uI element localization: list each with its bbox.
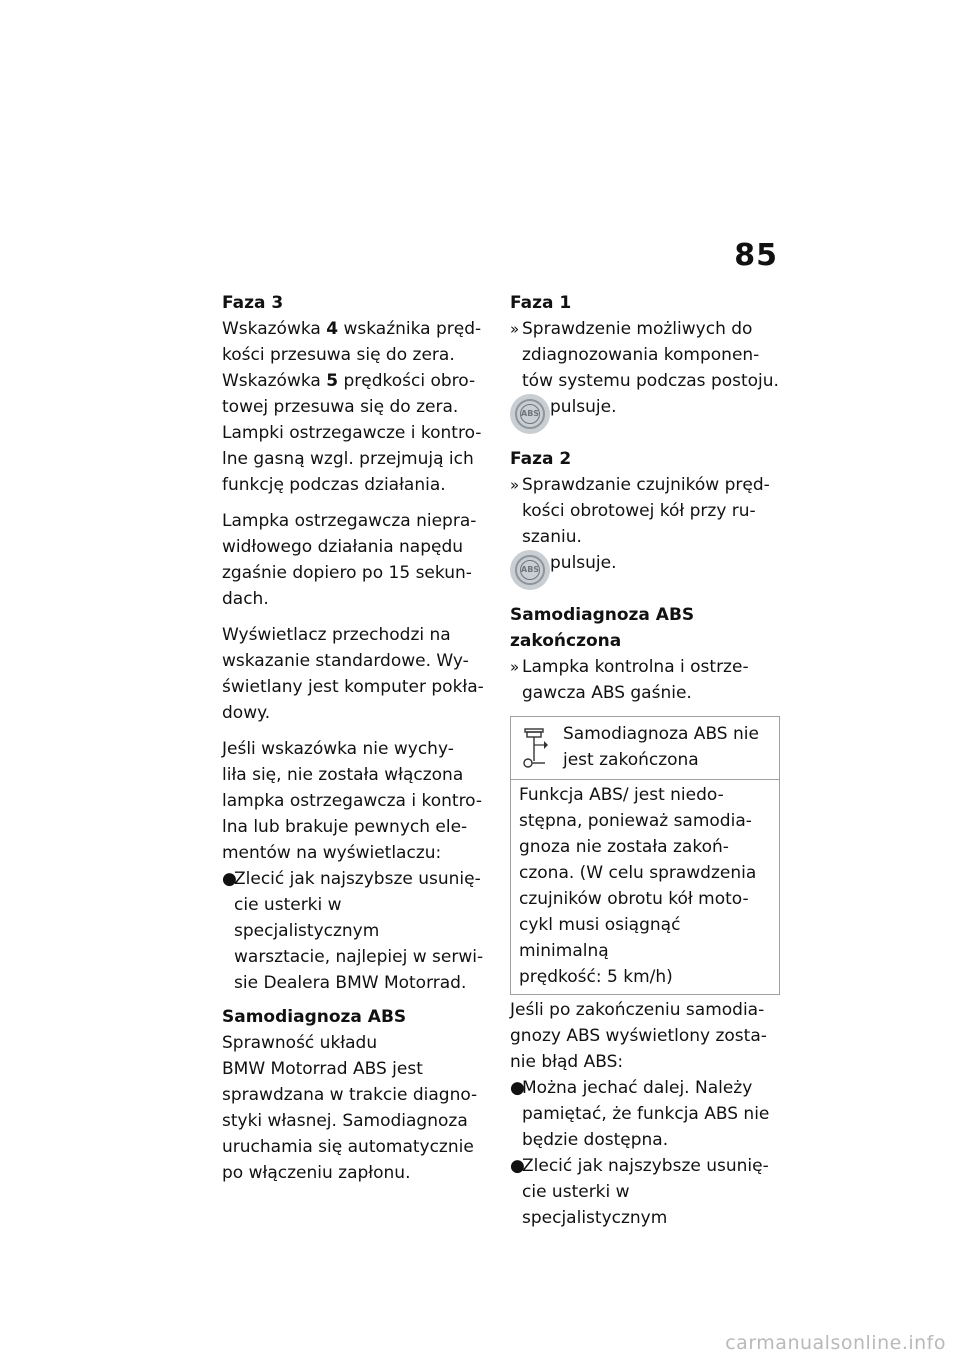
right-column xyxy=(510,290,780,1239)
step-marker-icon: » xyxy=(510,476,520,494)
phase1-heading: Faza 1 xyxy=(510,293,572,313)
phase1-pulse-text: pulsuje. xyxy=(550,397,617,417)
phase1-step: » Sprawdzenie możliwych do zdiagnozowania komponen- tów systemu podczas postoju. xyxy=(510,316,780,394)
abs-warning-light-icon: ABS xyxy=(510,550,550,590)
bullet-continue: ● Można jechać dalej. Należy pamiętać, że funkcja ABS nie będzie dostępna. xyxy=(510,1075,780,1153)
phase3-paragraph: Wskazówka 4 wskaźnika pręd- kości przesuwa się do zera. Wskazówka 5 prędkości obro- towej przesuwa się do zera. Lampki ostrzegawcze i kontro- lne gasną wzgl. przejmują ich funkcję podczas działania. xyxy=(222,319,482,495)
phase2-heading: Faza 2 xyxy=(510,449,572,469)
notice-box xyxy=(510,716,780,995)
phase3-heading: Faza 3 xyxy=(222,293,284,313)
notice-title: Samodiagnoza ABS nie jest zakończona xyxy=(563,724,759,770)
bullet-dot-icon: ● xyxy=(510,1156,525,1176)
drive-warning-paragraph: Lampka ostrzegawcza niepra- widłowego działania napędu zgaśnie dopiero po 15 sekun- dach. xyxy=(222,511,477,609)
left-column xyxy=(222,290,490,1196)
notice-header xyxy=(511,717,779,780)
phase1-icon-row xyxy=(510,394,780,434)
notice-body: Funkcja ABS/ jest niedo- stępna, ponieważ samodia- gnoza nie została zakoń- czona. (W celu sprawdzenia czujników obrotu kół moto- cykl musi osiągnąć minimalną prędkość: 5 km/h) xyxy=(519,785,757,987)
phase2-pulse-text: pulsuje. xyxy=(550,553,617,573)
display-paragraph: Wyświetlacz przechodzi na wskazanie standardowe. Wy- świetlany jest komputer pokła- dowy. xyxy=(222,625,484,723)
step-marker-icon: » xyxy=(510,320,520,338)
abs-warning-light-icon: ABS xyxy=(510,394,550,434)
page-number: 85 xyxy=(734,238,778,273)
phase2-step: » Sprawdzanie czujników pręd- kości obrotowej kół przy ru- szaniu. xyxy=(510,472,780,550)
if-not-paragraph: Jeśli wskazówka nie wychy- liła się, nie została włączona lampka ostrzegawcza i kontro- lna lub brakuje pewnych ele- mentów na wyświetlaczu: xyxy=(222,739,483,863)
bullet-repair: ● Zlecić jak najszybsze usunię- cie usterki w specjalistycznym warsztacie, najlepiej w serwi- sie Dealera BMW Motorrad. xyxy=(222,866,490,996)
gauge-notice-icon xyxy=(517,725,553,771)
bullet-repair: ● Zlecić jak najszybsze usunię- cie usterki w specjalistycznym xyxy=(510,1153,780,1231)
after-notice-paragraph: Jeśli po zakończeniu samodia- gnozy ABS wyświetlony zosta- nie błąd ABS: xyxy=(510,1000,767,1072)
complete-step: » Lampka kontrolna i ostrze- gawcza ABS gaśnie. xyxy=(510,654,780,706)
bullet-dot-icon: ● xyxy=(510,1078,525,1098)
phase2-icon-row xyxy=(510,550,780,590)
step-marker-icon: » xyxy=(510,658,520,676)
complete-heading: Samodiagnoza ABS zakończona xyxy=(510,605,695,651)
abs-selfdiag-heading: Samodiagnoza ABS xyxy=(222,1007,407,1027)
abs-selfdiag-paragraph: Sprawność układu BMW Motorrad ABS jest sprawdzana w trakcie diagno- styki własnej. Samodiagnoza uruchamia się automatycznie po włączeniu zapłonu. xyxy=(222,1033,478,1183)
bullet-dot-icon: ● xyxy=(222,869,237,889)
watermark: carmanualsonline.info xyxy=(725,1332,946,1354)
